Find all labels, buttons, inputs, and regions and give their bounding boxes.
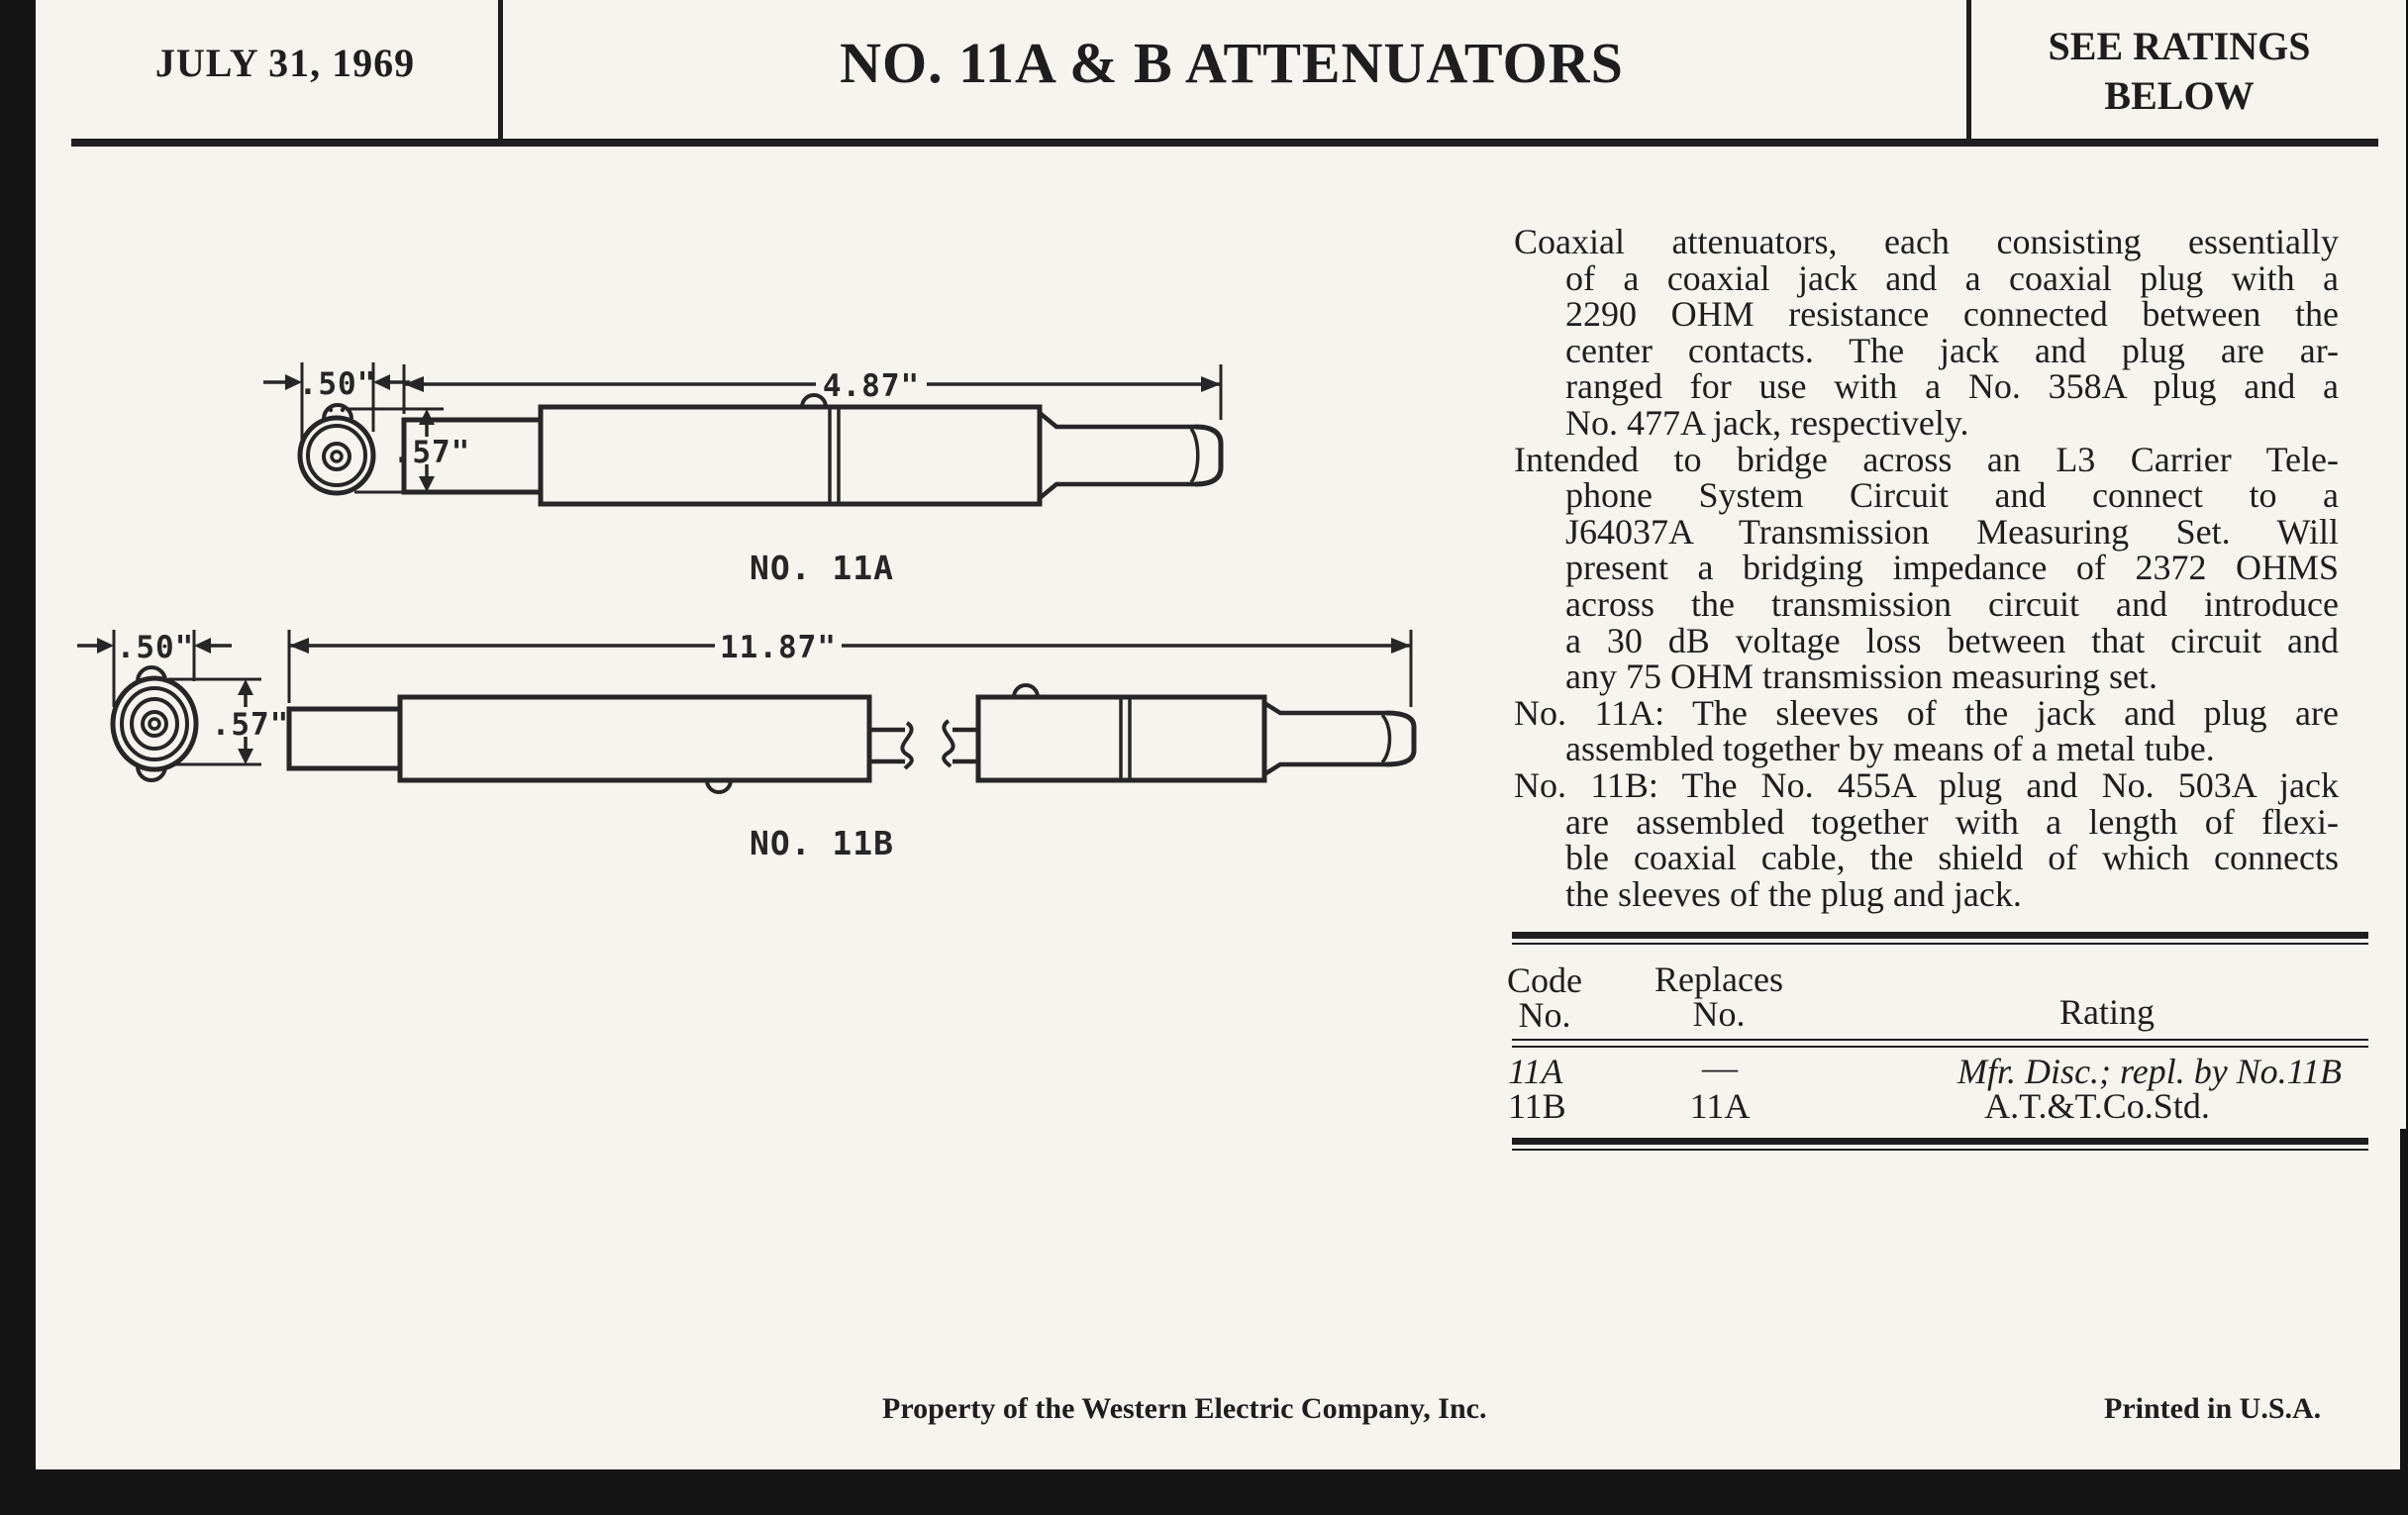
table-header-replaces-1: Replaces (1655, 960, 1783, 999)
text-line: ble coaxial cable, the shield of which connects (1565, 838, 2339, 878)
coax-cable-left (869, 730, 905, 761)
table-header-replaces-2: No. (1692, 994, 1746, 1034)
text-line: of a coaxial jack and a coaxial plug with a (1565, 257, 2339, 298)
table-row2-code: 11B (1508, 1086, 1566, 1126)
text-line: No. 11A: The sleeves of the jack and plug are (1514, 692, 2339, 733)
fig-11a-length-dimension (404, 364, 1221, 420)
dim-height-11a: .57" (392, 435, 471, 470)
table-row2-rating: A.T.&T.Co.Std. (1984, 1086, 2210, 1126)
fig-11b-label: NO. 11B (749, 824, 895, 862)
ratings-note-line1: SEE RATINGS (2048, 24, 2311, 68)
text-line: Coaxial attenuators, each consisting essentially (1514, 222, 2339, 261)
table-row1-rating: Mfr. Disc.; repl. by No.11B (1957, 1052, 2342, 1091)
property-notice: Property of the Western Electric Company, Inc. (882, 1392, 1487, 1425)
table-header-rating: Rating (2059, 992, 2155, 1032)
text-line: 2290 OHM resistance connected between the (1565, 294, 2339, 335)
text-line: Intended to bridge across an L3 Carrier Tele- (1514, 439, 2339, 479)
text-line: No. 477A jack, respectively. (1565, 402, 1969, 443)
text-line: the sleeves of the plug and jack. (1565, 873, 2022, 914)
dim-length-11a: 4.87" (822, 368, 921, 404)
fig-11a-diameter-dimension (263, 362, 410, 442)
coax-cable-right (953, 730, 978, 761)
dim-height-11b: .57" (211, 707, 290, 743)
text-line: center contacts. The jack and plug are ar- (1565, 330, 2339, 370)
fig-11a-side-view (404, 395, 1221, 504)
dim-diameter-11b: .50" (116, 630, 195, 665)
table-header-code-2: No. (1518, 995, 1571, 1035)
text-line: No. 11B: The No. 455A plug and No. 503A jack (1514, 764, 2339, 805)
fig-11a-label: NO. 11A (749, 549, 895, 587)
printed-in-usa: Printed in U.S.A. (2104, 1392, 2322, 1425)
text-line: any 75 OHM transmission measuring set. (1565, 656, 2157, 697)
text-line: a 30 dB voltage loss between that circuit and (1565, 620, 2339, 660)
table-row1-code: 11A (1508, 1052, 1563, 1091)
text-line: phone System Circuit and connect to a (1565, 475, 2339, 516)
dim-diameter-11a: .50" (298, 366, 377, 402)
text-line: ranged for use with a No. 358A plug and a (1565, 366, 2339, 407)
text-line: across the transmission circuit and introduce (1565, 583, 2339, 624)
text-line: are assembled together with a length of flexi- (1565, 801, 2339, 842)
table-row1-replaces: — (1702, 1048, 1738, 1087)
dim-length-11b: 11.87" (720, 630, 837, 665)
table-header-code-1: Code (1507, 960, 1582, 1000)
fig-11b-side-view (289, 685, 1414, 792)
table-row2-replaces: 11A (1689, 1086, 1751, 1126)
text-line: J64037A Transmission Measuring Set. Will (1565, 511, 2339, 552)
cable-break-right (944, 721, 953, 766)
fig-11a-end-view (300, 405, 373, 493)
text-line: assembled together by means of a metal tube. (1565, 729, 2215, 769)
text-line: present a bridging impedance of 2372 OHMS (1565, 548, 2339, 588)
ratings-note-line2: BELOW (2104, 73, 2255, 118)
issue-date: JULY 31, 1969 (154, 41, 416, 85)
page-title: NO. 11A & B ATTENUATORS (840, 31, 1624, 95)
